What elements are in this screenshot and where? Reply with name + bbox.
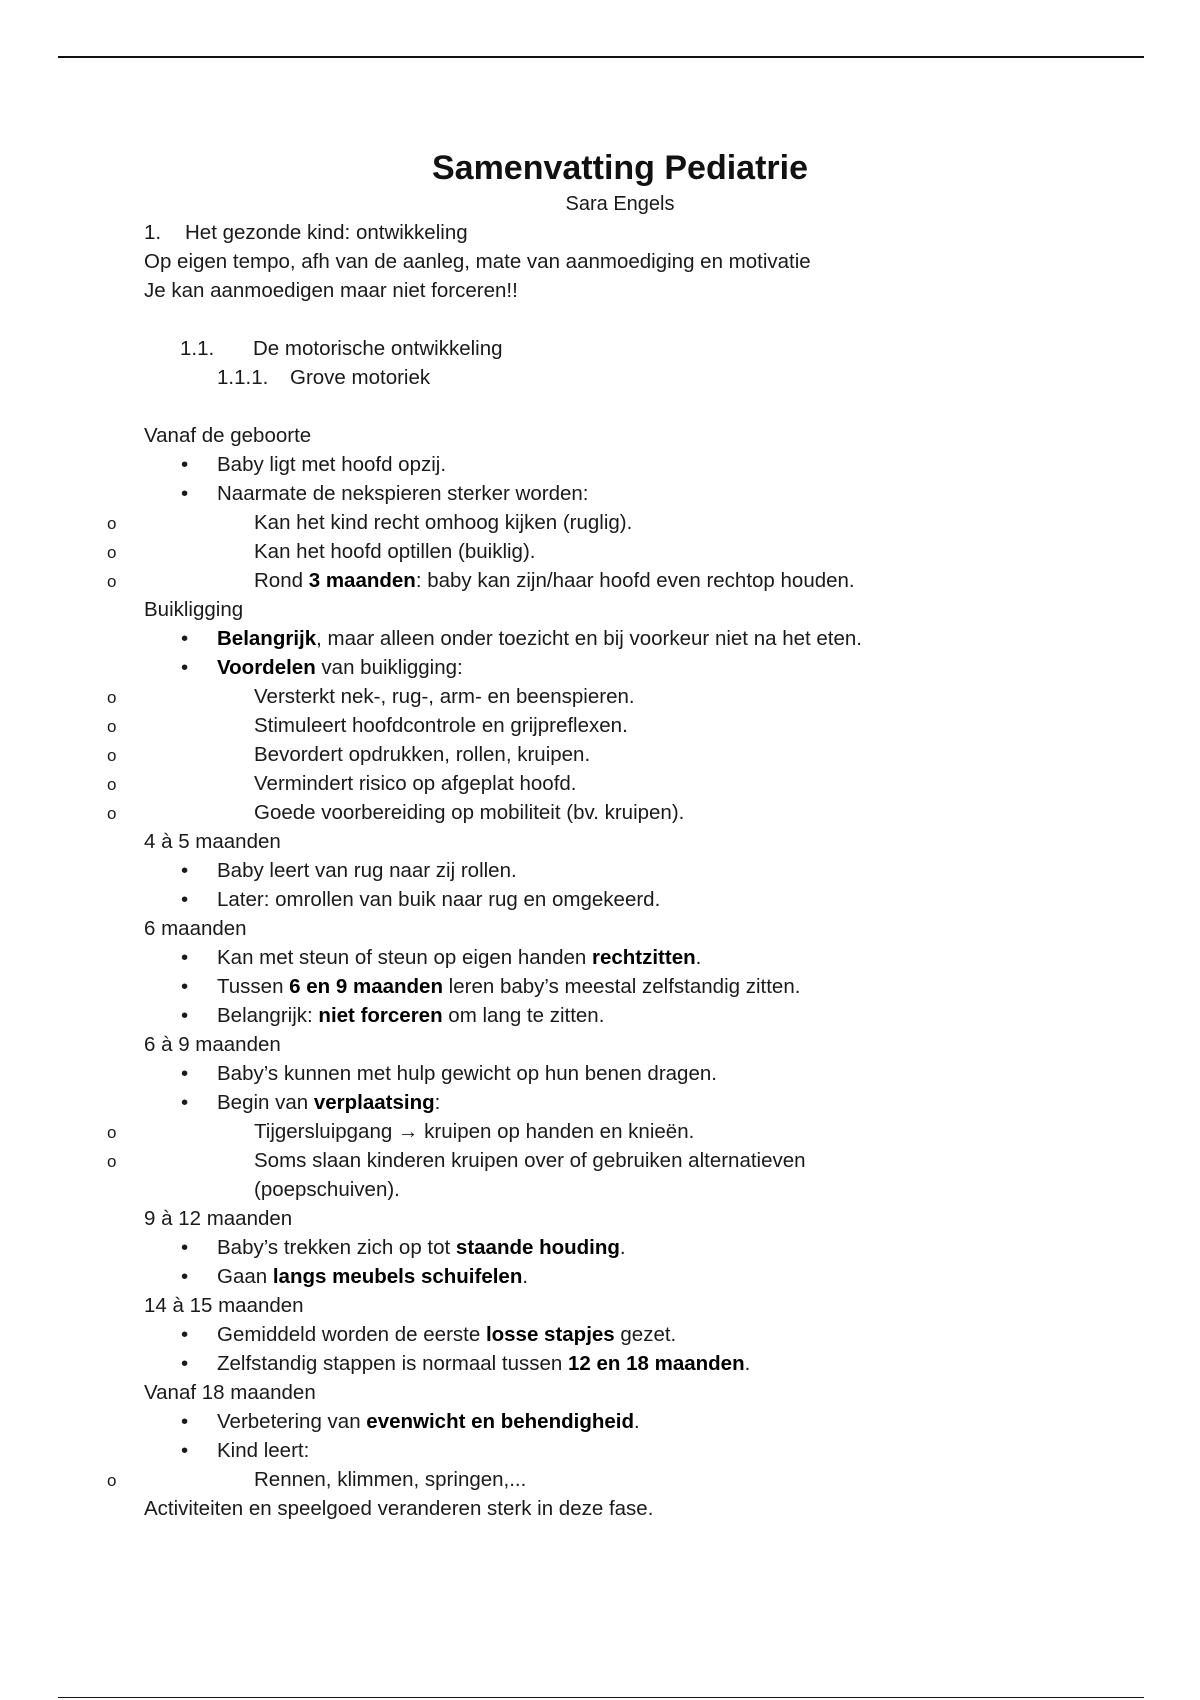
section-number: 1.1.1. [217,366,269,389]
paragraph: Je kan aanmoedigen maar niet forceren!! [144,279,518,302]
list-item: • Kind leert: [144,1436,1044,1465]
list-item: • Naarmate de nekspieren sterker worden: [144,479,1044,508]
section-title: Het gezonde kind: ontwikkeling [185,221,468,244]
sub-list-item: o Vermindert risico op afgeplat hoofd. [217,769,1044,798]
header-rule [58,56,1144,58]
sub-list [217,1117,1044,1204]
list-item: • Baby’s trekken zich op tot staande houding. [144,1233,1044,1262]
list-item: • Zelfstandig stappen is normaal tussen 12 en 18 maanden. [144,1349,1044,1378]
sub-list [217,508,1044,595]
list-item: • Baby’s kunnen met hulp gewicht op hun benen dragen. [144,1059,1044,1088]
list-item: • Belangrijk: niet forceren om lang te zitten. [144,1001,1044,1030]
document-body [144,146,1044,1523]
list-item: • Belangrijk, maar alleen onder toezicht en bij voorkeur niet na het eten. [144,624,1044,653]
subheading: Vanaf de geboorte [144,424,312,447]
list-item: • Begin van verplaatsing: [144,1088,1044,1117]
sub-list-item: o Stimuleert hoofdcontrole en grijpreflexen. [217,711,1044,740]
subheading: 9 à 12 maanden [144,1207,293,1230]
subheading: Vanaf 18 maanden [144,1381,316,1404]
sub-list [217,1465,1044,1494]
sub-list-item: o Versterkt nek-, rug-, arm- en beenspieren. [217,682,1044,711]
section-number: 1.1. [180,337,215,360]
sub-list-item: o Tijgersluipgang → kruipen op handen en knieën. [217,1117,1044,1146]
subheading: 4 à 5 maanden [144,830,281,853]
sub-list-item: o Rond 3 maanden: baby kan zijn/haar hoofd even rechtop houden. [217,566,1044,595]
subheading: 6 à 9 maanden [144,1033,281,1056]
list-item: • Gemiddeld worden de eerste losse stapjes gezet. [144,1320,1044,1349]
list-item: • Baby leert van rug naar zij rollen. [144,856,1044,885]
section-number: 1. [144,221,162,244]
bullet-list [144,1320,1044,1378]
subheading: 6 maanden [144,917,247,940]
document-author: Sara Engels [565,193,675,215]
bullet-list [144,1233,1044,1291]
section-heading-1 [144,218,1044,247]
sub-list [217,682,1044,827]
sub-list-item: o Rennen, klimmen, springen,... [217,1465,1044,1494]
footer-rule [58,1697,1144,1698]
list-item: • Voordelen van buikligging: [144,653,1044,682]
closing-paragraph: Activiteiten en speelgoed veranderen sterk in deze fase. [144,1497,654,1520]
sub-list-item: o Kan het hoofd optillen (buiklig). [217,537,1044,566]
document-title: Samenvatting Pediatrie [431,149,808,187]
sub-list-item: o Kan het kind recht omhoog kijken (ruglig). [217,508,1044,537]
list-item: • Baby ligt met hoofd opzij. [144,450,1044,479]
list-item: • Later: omrollen van buik naar rug en omgekeerd. [144,885,1044,914]
bullet-list [144,943,1044,1030]
subheading: 14 à 15 maanden [144,1294,304,1317]
sub-list-item: o Soms slaan kinderen kruipen over of gebruiken alternatieven (poepschuiven). [217,1146,1044,1204]
bullet-list [144,856,1044,914]
list-item: • Gaan langs meubels schuifelen. [144,1262,1044,1291]
bullet-list [144,624,1044,682]
section-heading-1-1 [144,334,1044,363]
subheading: Buikligging [144,598,244,621]
section-heading-1-1-1 [144,363,1044,392]
sub-list-item: o Bevordert opdrukken, rollen, kruipen. [217,740,1044,769]
section-title: Grove motoriek [290,366,431,389]
section-title: De motorische ontwikkeling [253,337,503,360]
list-item: • Tussen 6 en 9 maanden leren baby’s meestal zelfstandig zitten. [144,972,1044,1001]
bullet-list [144,1407,1044,1465]
list-item: • Verbetering van evenwicht en behendigheid. [144,1407,1044,1436]
list-item: • Kan met steun of steun op eigen handen rechtzitten. [144,943,1044,972]
bullet-list [144,1059,1044,1117]
paragraph: Op eigen tempo, afh van de aanleg, mate van aanmoediging en motivatie [144,250,811,273]
bullet-list [144,450,1044,508]
sub-list-item: o Goede voorbereiding op mobiliteit (bv. kruipen). [217,798,1044,827]
